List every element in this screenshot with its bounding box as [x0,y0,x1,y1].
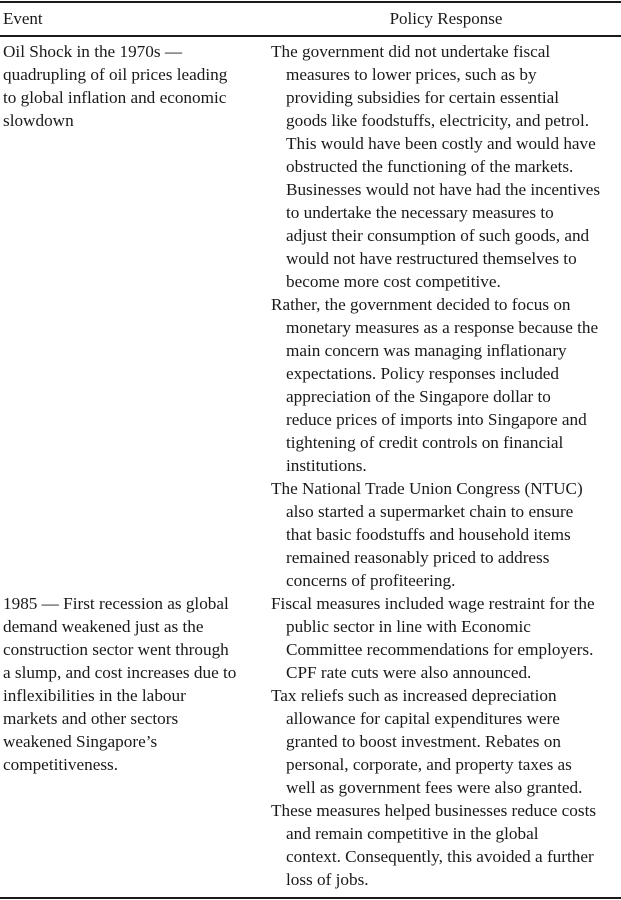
policy-line: personal, corporate, and property taxes as [286,755,572,774]
policy-line: to undertake the necessary measures to [286,203,554,222]
policy-paragraph [271,684,621,799]
event-line: inflexibilities in the labour [3,686,186,705]
policy-line: would not have restructured themselves to [286,249,577,268]
policy-line: appreciation of the Singapore dollar to [286,387,551,406]
policy-line: adjust their consumption of such goods, and [286,226,590,245]
policy-line: institutions. [286,456,367,475]
policy-paragraph [271,293,621,477]
event-line: demand weakened just as the [3,617,204,636]
policy-paragraph [271,592,621,684]
table-bottom-rule [0,897,621,899]
policy-line: granted to boost investment. Rebates on [286,732,561,751]
policy-response-cell [271,40,621,592]
policy-line: allowance for capital expenditures were [286,709,560,728]
policy-line: public sector in line with Economic [286,617,531,636]
policy-line: remained reasonably priced to address [286,548,550,567]
policy-line: and remain competitive in the global [286,824,539,843]
policy-line: The government did not undertake fiscal [271,42,551,61]
policy-line: that basic foodstuffs and household items [286,525,571,544]
policy-line: reduce prices of imports into Singapore and [286,410,587,429]
event-line: weakened Singapore’s [3,732,158,751]
event-line: quadrupling of oil prices leading [3,65,228,84]
policy-line: Tax reliefs such as increased depreciation [271,686,557,705]
event-line: to global inflation and economic [3,88,227,107]
policy-response-cell [271,592,621,891]
table-top-rule [0,1,621,3]
policy-line: tightening of credit controls on financial [286,433,564,452]
policy-line: Businesses would not have had the incentives [286,180,601,199]
policy-line: loss of jobs. [286,870,369,889]
policy-line: obstructed the functioning of the markets. [286,157,574,176]
policy-line: providing subsidies for certain essential [286,88,560,107]
policy-line: concerns of profiteering. [286,571,456,590]
policy-line: become more cost competitive. [286,272,501,291]
column-header-event: Event [3,9,43,28]
policy-line: The National Trade Union Congress (NTUC) [271,479,583,498]
event-line: 1985 — First recession as global [3,594,229,613]
policy-line: Rather, the government decided to focus on [271,295,571,314]
event-line: markets and other sectors [3,709,179,728]
policy-line: This would have been costly and would have [286,134,596,153]
policy-line: also started a supermarket chain to ensure [286,502,574,521]
policy-line: monetary measures as a response because the [286,318,599,337]
policy-line: well as government fees were also granted. [286,778,583,797]
policy-line: goods like foodstuffs, electricity, and petrol. [286,111,590,130]
policy-line: These measures helped businesses reduce costs [271,801,597,820]
policy-line: main concern was managing inflationary [286,341,567,360]
event-line: slowdown [3,111,74,130]
policy-paragraph [271,477,621,592]
event-line: Oil Shock in the 1970s — [3,42,183,61]
event-cell [3,592,261,776]
policy-line: Committee recommendations for employers. [286,640,594,659]
event-line: competitiveness. [3,755,119,774]
policy-line: Fiscal measures included wage restraint for the [271,594,595,613]
policy-line: context. Consequently, this avoided a further [286,847,594,866]
policy-line: CPF rate cuts were also announced. [286,663,532,682]
policy-line: measures to lower prices, such as by [286,65,537,84]
column-header-policy-response: Policy Response [389,9,503,28]
policy-line: expectations. Policy responses included [286,364,560,383]
event-line: construction sector went through [3,640,229,659]
event-cell [3,40,261,132]
event-line: a slump, and cost increases due to [3,663,237,682]
header-rule [0,35,621,37]
policy-paragraph [271,799,621,891]
policy-paragraph [271,40,621,293]
